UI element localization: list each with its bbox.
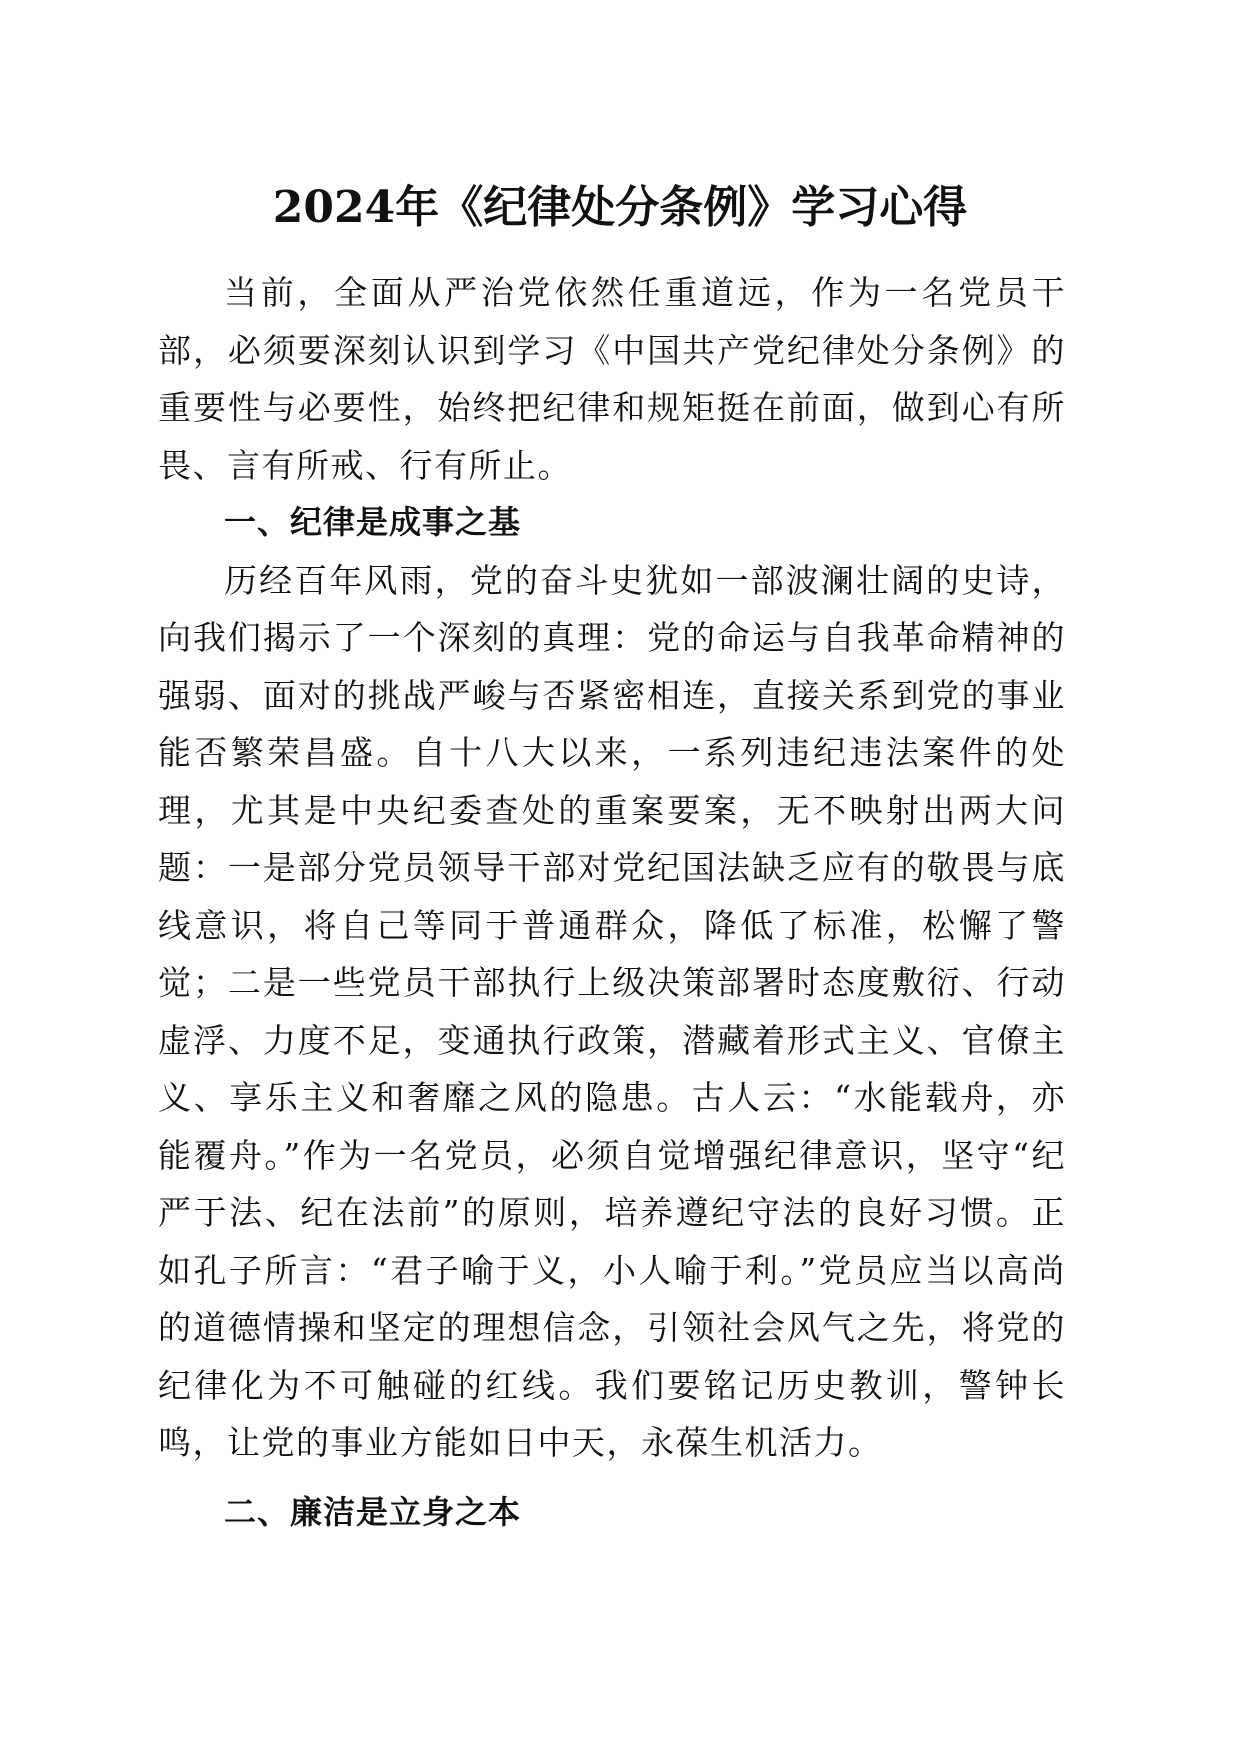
section-paragraph-1: 历经百年风雨，党的奋斗史犹如一部波澜壮阔的史诗，向我们揭示了一个深刻的真理：党的命运与自我革命精神的强弱、面对的挑战严峻与否紧密相连，直接关系到党的事业能否繁荣昌盛。自十八大以来，一系列违纪违法案件的处理，尤其是中央纪委查处的重案要案，无不映射出两大问题：一是部分党员领导干部对党纪国法缺乏应有的敬畏与底线意识，将自己等同于普通群众，降低了标准，松懈了警觉；二是一些党员干部执行上级决策部署时态度敷衍、行动虚浮、力度不足，变通执行政策，潜藏着形式主义、官僚主义、享乐主义和奢靡之风的隐患。古人云：“水能载舟，亦能覆舟。”作为一名党员，必须自觉增强纪律意识，坚守“纪严于法、纪在法前”的原则，培养遵纪守法的良好习惯。正如孔子所言：“君子喻于义，小人喻于利。”党员应当以高尚的道德情操和坚定的理想信念，引领社会风气之先，将党的纪律化为不可触碰的红线。我们要铭记历史教训，警钟长鸣，让党的事业方能如日中天，永葆生机活力。 — [158, 560, 1066, 1462]
intro-paragraph: 当前，全面从严治党依然任重道远，作为一名党员干部，必须要深刻认识到学习《中国共产党纪律处分条例》的重要性与必要性，始终把纪律和规矩挺在前面，做到心有所畏、言有所戒、行有所止。 — [158, 273, 1066, 485]
document-title: 2024年《纪律处分条例》学习心得 — [272, 182, 968, 233]
section-heading-2: 二、廉洁是立身之本 — [224, 1492, 522, 1531]
section-heading-1: 一、纪律是成事之基 — [224, 503, 522, 541]
document-body — [158, 264, 1066, 1541]
